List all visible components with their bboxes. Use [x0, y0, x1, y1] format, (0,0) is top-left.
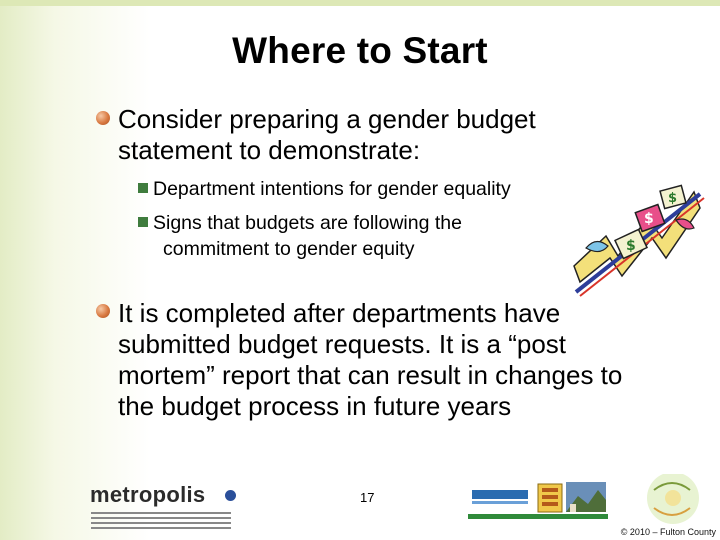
rising-graph-clipart-icon: [566, 178, 706, 298]
top-accent-strip: [0, 0, 720, 6]
green-square-bullet-icon: [138, 183, 148, 193]
metropolis-logo-wordmark: metropolis: [90, 482, 206, 507]
orange-ball-bullet-icon: [96, 111, 110, 125]
svg-text:$: $: [644, 211, 654, 227]
metropolis-logo-dot: [225, 490, 236, 501]
partner-logos: [468, 474, 718, 526]
svg-text:$: $: [668, 191, 678, 206]
world-urban-forum-logo: [538, 484, 562, 512]
sub-bullet-2-text: Signs that budgets are following the: [153, 212, 462, 234]
sub-bullet-2: [153, 210, 563, 262]
page-number: 17: [360, 490, 375, 505]
copyright-text: © 2010 – Fulton County: [620, 527, 716, 537]
bullet-2-text: It is completed after departments have submitted budget requests. It is a “post mortem” report that can result in changes to the budget process in future years: [118, 298, 623, 421]
sub-bullet-1: [153, 176, 603, 202]
green-square-bullet-icon: [138, 217, 148, 227]
svg-text:$: $: [626, 238, 636, 254]
city-photo-thumbnail: [566, 482, 606, 512]
fulton-county-logo: [647, 474, 699, 524]
sub-bullet-2-continuation: commitment to gender equity: [163, 238, 415, 260]
metropolis-logo: [90, 482, 260, 534]
sub-bullet-1-text: Department intentions for gender equality: [153, 178, 511, 200]
orange-ball-bullet-icon: [96, 304, 110, 318]
slide-title: Where to Start: [232, 30, 488, 71]
bullet-1-text: Consider preparing a gender budget statement to demonstrate:: [118, 104, 536, 165]
